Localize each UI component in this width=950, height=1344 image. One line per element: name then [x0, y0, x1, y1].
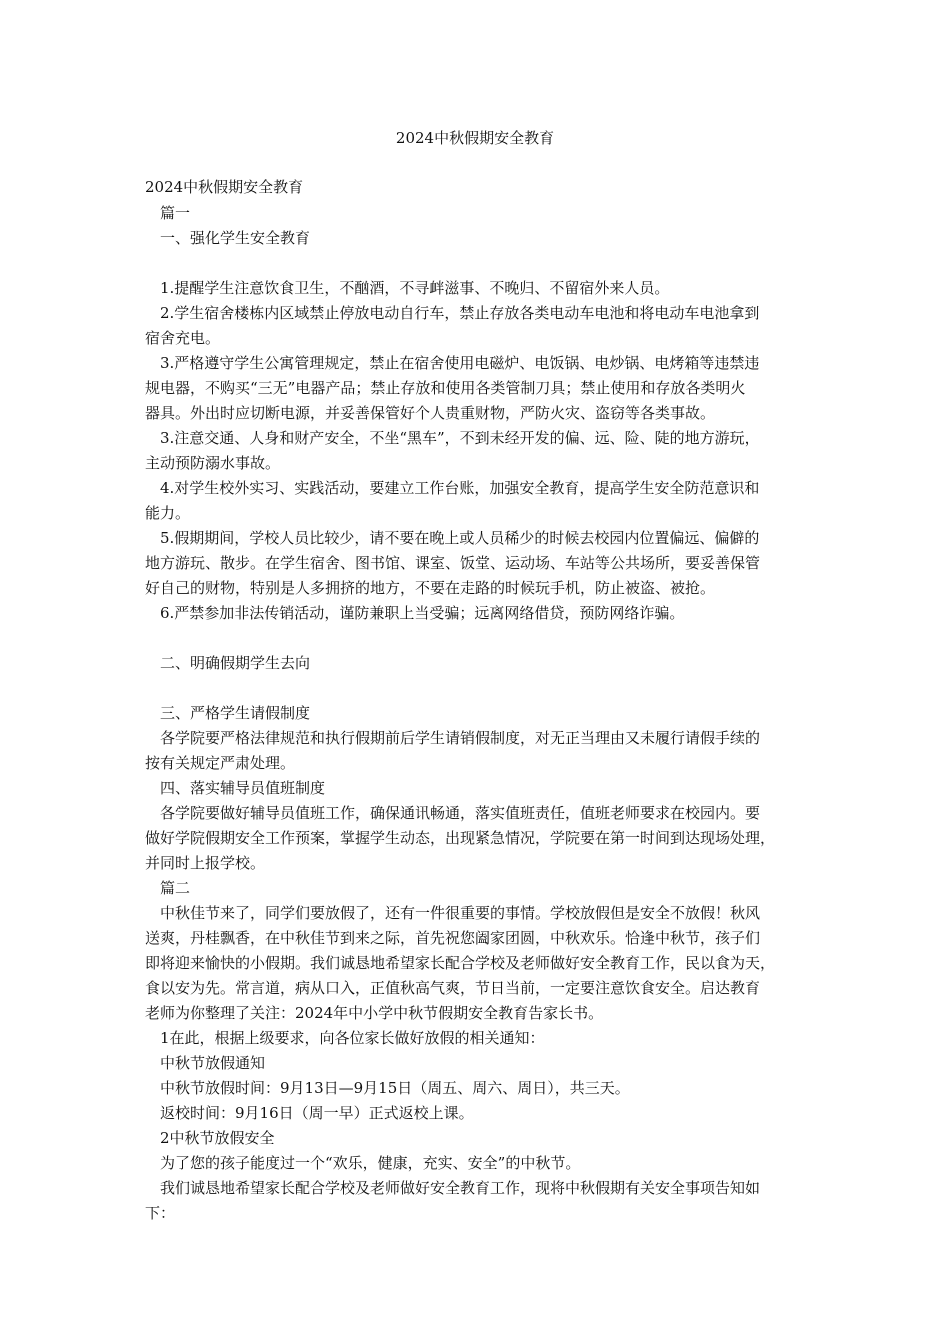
section-heading: 四、落实辅导员值班制度 — [160, 779, 326, 797]
section-heading: 2中秋节放假安全 — [160, 1129, 275, 1147]
paragraph-line: 按有关规定严肃处理。 — [145, 754, 296, 772]
document-title: 2024中秋假期安全教育 — [395, 129, 555, 147]
paragraph-line: 下： — [145, 1204, 176, 1222]
list-item: 4.对学生校外实习、实践活动，要建立工作台账，加强安全教育，提高学生安全防范意识和 — [160, 479, 760, 497]
list-item: 1.提醒学生注意饮食卫生，不酗酒，不寻衅滋事、不晚归、不留宿外来人员。 — [160, 279, 670, 297]
paragraph-line: 中秋节放假时间：9月13日—9月15日（周五、周六、周日），共三天。 — [160, 1079, 630, 1097]
section-heading: 二、明确假期学生去向 — [160, 654, 311, 672]
list-item: 6.严禁参加非法传销活动，谨防兼职上当受骗；远离网络借贷，预防网络诈骗。 — [160, 604, 685, 622]
list-item-continued: 能力。 — [145, 504, 191, 522]
paragraph-line: 为了您的孩子能度过一个“欢乐，健康，充实、安全”的中秋节。 — [160, 1154, 581, 1172]
part-one-label: 篇一 — [160, 204, 191, 222]
list-item-continued: 主动预防溺水事故。 — [145, 454, 281, 472]
paragraph-line: 老师为你整理了关注：2024年中小学中秋节假期安全教育告家长书。 — [145, 1004, 604, 1022]
list-item-continued: 规电器，不购买“三无”电器产品；禁止存放和使用各类管制刀具；禁止使用和存放各类明火 — [145, 379, 746, 397]
paragraph-line: 各学院要做好辅导员值班工作，确保通讯畅通，落实值班责任，值班老师要求在校园内。要 — [160, 804, 761, 822]
list-item: 5.假期期间，学校人员比较少，请不要在晚上或人员稀少的时候去校园内位置偏远、偏僻的 — [160, 529, 760, 547]
paragraph-line: 中秋佳节来了，同学们要放假了，还有一件很重要的事情。学校放假但是安全不放假！秋风 — [160, 904, 761, 922]
part-two-label: 篇二 — [160, 879, 191, 897]
paragraph-line: 各学院要严格法律规范和执行假期前后学生请销假制度，对无正当理由又未履行请假手续的 — [160, 729, 761, 747]
list-item: 2.学生宿舍楼栋内区域禁止停放电动自行车，禁止存放各类电动车电池和将电动车电池拿到 — [160, 304, 760, 322]
section-heading: 一、强化学生安全教育 — [160, 229, 311, 247]
section-heading: 三、严格学生请假制度 — [160, 704, 311, 722]
paragraph-line: 即将迎来愉快的小假期。我们诚恳地希望家长配合学校及老师做好安全教育工作，民以食为天， — [145, 954, 776, 972]
paragraph-line: 1在此，根据上级要求，向各位家长做好放假的相关通知： — [160, 1029, 545, 1047]
list-item-continued: 宿舍充电。 — [145, 329, 221, 347]
paragraph-line: 返校时间：9月16日（周一早）正式返校上课。 — [160, 1104, 474, 1122]
paragraph-line: 做好学院假期安全工作预案，掌握学生动态，出现紧急情况，学院要在第一时间到达现场处理， — [145, 829, 776, 847]
document-subtitle: 2024中秋假期安全教育 — [145, 178, 304, 196]
list-item-continued: 器具。外出时应切断电源，并妥善保管好个人贵重财物，严防火灾、盗窃等各类事故。 — [145, 404, 716, 422]
paragraph-line: 并同时上报学校。 — [145, 854, 266, 872]
paragraph-line: 送爽，丹桂飘香，在中秋佳节到来之际，首先祝您阖家团圆，中秋欢乐。恰逢中秋节，孩子们 — [145, 929, 761, 947]
list-item-continued: 好自己的财物，特别是人多拥挤的地方，不要在走路的时候玩手机，防止被盗、被抢。 — [145, 579, 716, 597]
section-heading: 中秋节放假通知 — [160, 1054, 266, 1072]
list-item-continued: 地方游玩、散步。在学生宿舍、图书馆、课室、饭堂、运动场、车站等公共场所，要妥善保管 — [145, 554, 761, 572]
list-item: 3.严格遵守学生公寓管理规定，禁止在宿舍使用电磁炉、电饭锅、电炒锅、电烤箱等违禁违 — [160, 354, 760, 372]
list-item: 3.注意交通、人身和财产安全，不坐“黑车”，不到未经开发的偏、远、险、陡的地方游玩， — [160, 429, 760, 447]
paragraph-line: 我们诚恳地希望家长配合学校及老师做好安全教育工作，现将中秋假期有关安全事项告知如 — [160, 1179, 761, 1197]
paragraph-line: 食以安为先。常言道，病从口入，正值秋高气爽，节日当前，一定要注意饮食安全。启达教育 — [145, 979, 761, 997]
